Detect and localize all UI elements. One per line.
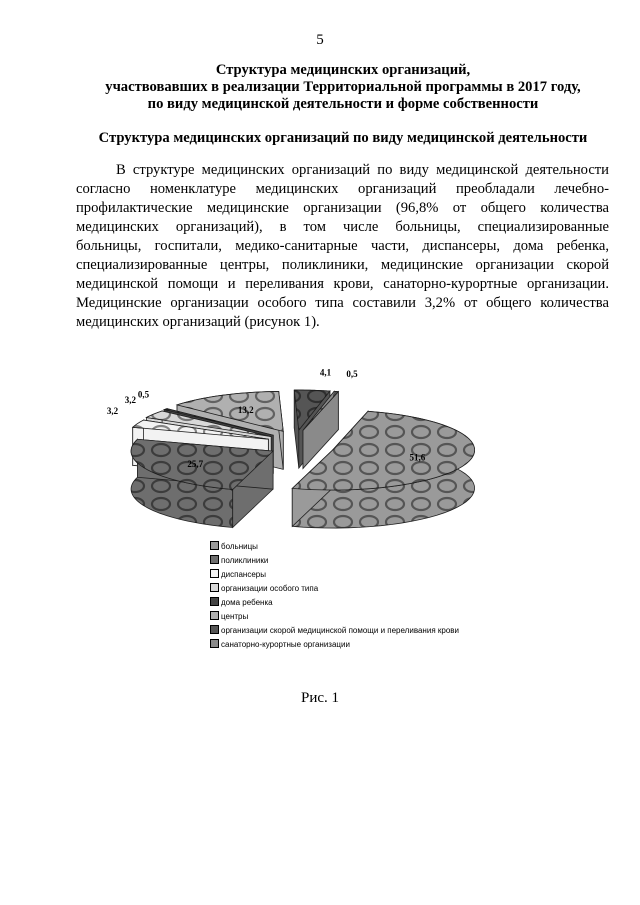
page-number: 5 <box>316 32 324 48</box>
legend-item <box>210 583 318 595</box>
paragraph-line: больницы, госпитали, медико-санитарные части, диспансеры, дома ребенка, <box>76 238 609 254</box>
paragraph-line: медицинских организаций (рисунок 1). <box>76 314 320 330</box>
legend-item <box>210 555 268 567</box>
legend-label: санаторно-курортные организации <box>221 640 350 649</box>
legend-swatch <box>210 625 219 634</box>
paragraph-line: профилактические медицинские организации (96,8% от общего количества <box>76 200 609 216</box>
data-label-диспансеры: 3,2 <box>106 406 119 417</box>
legend-item <box>210 541 258 553</box>
paragraph-line: В структуре медицинских организаций по виду медицинской деятельности <box>116 162 609 178</box>
body-paragraph <box>76 161 609 332</box>
data-label-поликлиники: 25,7 <box>187 458 204 469</box>
pie-slice-поликлиники <box>131 439 273 527</box>
legend-label: больницы <box>221 542 258 551</box>
legend-swatch <box>210 569 219 578</box>
document-title-line-3: по виду медицинской деятельности и форме собственности <box>147 96 539 112</box>
data-label-дома-ребенка: 0,5 <box>137 389 150 400</box>
paragraph-line: медицинских организаций), в том числе больницы, специализированные <box>76 219 609 235</box>
legend-item <box>210 625 459 637</box>
pie-chart <box>96 367 496 537</box>
paragraph-line: согласно номенклатуре медицинских организаций преобладали лечебно- <box>76 181 609 197</box>
legend-swatch <box>210 639 219 648</box>
data-label-больницы: 51,6 <box>409 452 426 463</box>
figure-caption: Рис. 1 <box>300 690 340 706</box>
legend-label: поликлиники <box>221 556 269 565</box>
legend-swatch <box>210 555 219 564</box>
legend-label: дома ребенка <box>221 598 273 607</box>
legend-item <box>210 639 350 651</box>
legend-item <box>210 597 273 609</box>
paragraph-line: Медицинские организации особого типа составили 3,2% от общего количества <box>76 295 609 311</box>
legend-label: центры <box>221 612 249 621</box>
section-heading: Структура медицинских организаций по виду медицинской деятельности <box>98 130 588 146</box>
legend-label: организации скорой медицинской помощи и переливания крови <box>221 626 459 635</box>
legend-swatch <box>210 541 219 550</box>
data-label-организации-особого-типа: 3,2 <box>124 395 137 406</box>
paragraph-line: специализированные центры, поликлиники, медицинские организации скорой <box>76 257 609 273</box>
legend-item <box>210 569 266 581</box>
document-title-line-1: Структура медицинских организаций, <box>215 62 471 78</box>
legend-swatch <box>210 597 219 606</box>
paragraph-line: медицинской помощи и переливания крови, санаторно-курортные организации. <box>76 276 609 292</box>
legend-label: организации особого типа <box>221 584 319 593</box>
data-label-санаторно-курортные-организации: 0,5 <box>346 368 358 379</box>
document-title-line-2: участвовавших в реализации Территориальной программы в 2017 году, <box>105 79 581 95</box>
legend-item <box>210 611 248 623</box>
data-label-центры: 13,2 <box>237 405 254 415</box>
legend-swatch <box>210 583 219 592</box>
data-label-организации-скорой-медицинской-помощи-и-переливания-крови: 4,1 <box>319 367 332 378</box>
legend-label: диспансеры <box>221 570 266 579</box>
legend-swatch <box>210 611 219 620</box>
